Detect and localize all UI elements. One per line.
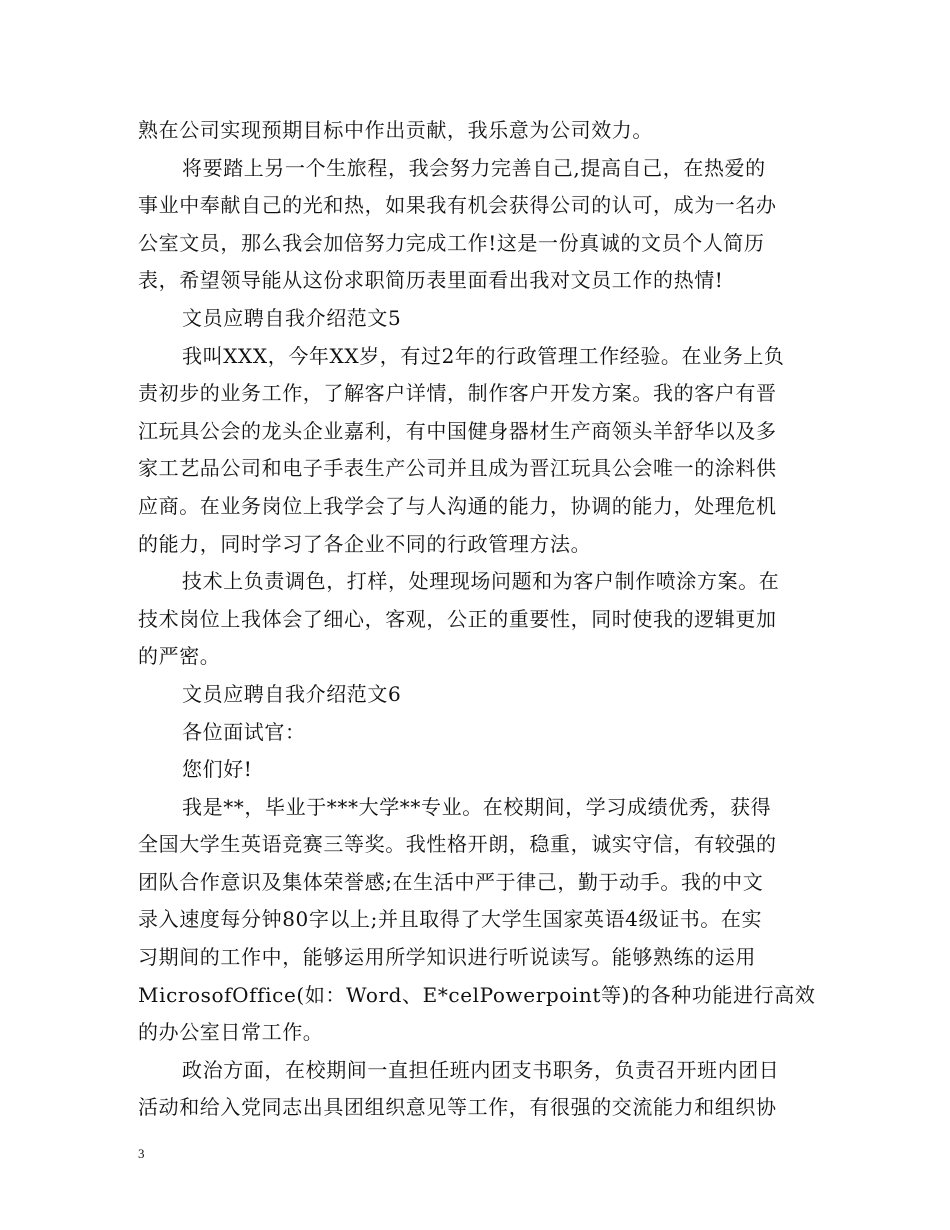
text-line: 各位面试官：: [182, 719, 306, 744]
page-number: 3: [138, 1146, 145, 1161]
text-line: 熟在公司实现预期目标中作出贡献，我乐意为公司效力。: [138, 118, 653, 142]
text-line: 家工艺品公司和电子手表生产公司并且成为晋江玩具公会唯一的涂料供: [138, 456, 777, 481]
text-line: 全国大学生英语竞赛三等奖。我性格开朗，稳重，诚实守信，有较强的: [138, 832, 777, 857]
text-line: 我是**，毕业于***大学**专业。在校期间，学习成绩优秀，获得: [182, 794, 772, 819]
text-line: 责初步的业务工作，了解客户详情，制作客户开发方案。我的客户有晋: [138, 381, 777, 406]
text-line: 事业中奉献自己的光和热，如果我有机会获得公司的认可，成为一名办: [138, 193, 777, 218]
text-line: 的严密。: [138, 644, 221, 669]
text-line: 的办公室日常工作。: [138, 1020, 324, 1045]
text-line: 技术上负责调色，打样，处理现场问题和为客户制作喷涂方案。在: [182, 569, 780, 594]
text-line: 公室文员，那么我会加倍努力完成工作!这是一份真诚的文员个人简历: [138, 230, 765, 255]
text-line: 您们好!: [182, 757, 253, 782]
text-line: 录入速度每分钟80字以上;并且取得了大学生国家英语4级证书。在实: [138, 907, 763, 932]
text-line: 文员应聘自我介绍范文5: [182, 305, 402, 330]
text-line: 我叫XXX，今年XX岁，有过2年的行政管理工作经验。在业务上负: [182, 343, 785, 368]
text-line: 团队合作意识及集体荣誉感;在生活中严于律己，勤于动手。我的中文: [138, 869, 764, 894]
document-body: [138, 112, 818, 1127]
text-line: 的能力，同时学习了各企业不同的行政管理方法。: [138, 531, 592, 556]
text-line: 政治方面，在校期间一直担任班内团支书职务，负责召开班内团日: [182, 1057, 780, 1082]
text-line: 习期间的工作中，能够运用所学知识进行听说读写。能够熟练的运用: [138, 945, 756, 970]
text-line: 文员应聘自我介绍范文6: [182, 681, 402, 706]
text-line: 活动和给入党同志出具团组织意见等工作，有很强的交流能力和组织协: [138, 1095, 777, 1120]
text-line: 表，希望领导能从这份求职简历表里面看出我对文员工作的热情!: [138, 268, 724, 293]
text-line: 江玩具公会的龙头企业嘉利，有中国健身器材生产商领头羊舒华以及多: [138, 418, 777, 443]
text-line: MicrosofOffice(如：Word、E*celPowerpoint等)的各种功能进行高效: [138, 982, 816, 1007]
text-line: 应商。在业务岗位上我学会了与人沟通的能力，协调的能力，处理危机: [138, 493, 777, 518]
text-line: 将要踏上另一个生旅程，我会努力完善自己,提高自己，在热爱的: [182, 155, 766, 180]
text-line: 技术岗位上我体会了细心，客观，公正的重要性，同时使我的逻辑更加: [138, 606, 777, 631]
